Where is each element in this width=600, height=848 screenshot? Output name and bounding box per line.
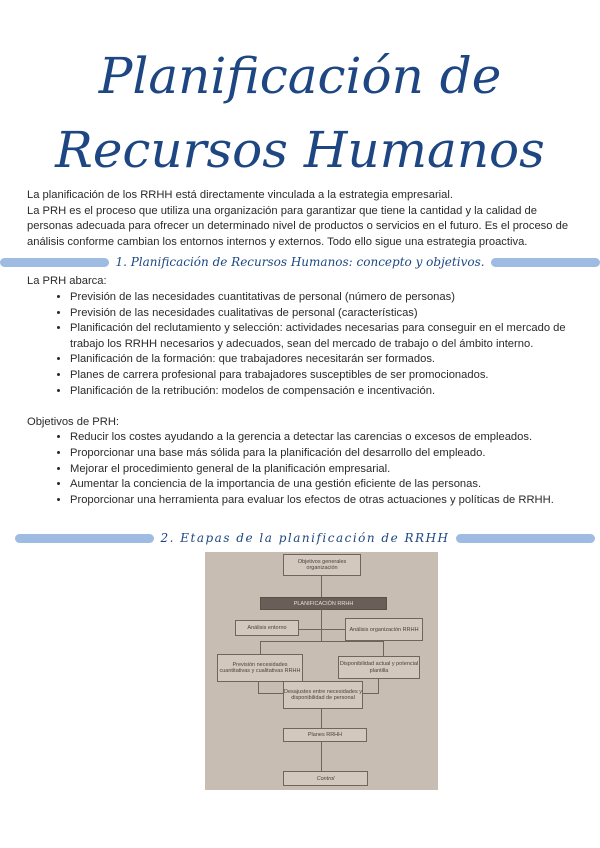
intro-paragraph: La planificación de los RRHH está directamente vinculada a la estrategia empresarial. [27,189,453,201]
intro [27,188,572,250]
list-item: • Previsión de las necesidades cuantitativas de personal (número de personas) [70,290,572,306]
box-planificacion: PLANIFICACIÓN RRHH [260,597,387,610]
section-heading-1: 1. Planificación de Recursos Humanos: concepto y objetivos. [115,255,485,270]
objetivos-list [27,430,572,508]
list-item: • Proporcionar una herramienta para evaluar los efectos de otras actuaciones y políticas de RRHH. [70,493,572,509]
abarca-label: La PRH abarca: [27,275,107,288]
abarca-list [27,290,572,399]
box-control: Control [283,771,368,786]
list-item: • Reducir los costes ayudando a la gerencia a detectar las carencias o excesos de empleados. [70,430,572,446]
list-item: • Mejorar el procedimiento general de la planificación empresarial. [70,462,572,478]
title-line-1: Planificación de [98,47,502,105]
list-item: • Proporcionar una base más sólida para la planificación del desarrollo del empleado. [70,446,572,462]
heading-bar-left [0,258,109,267]
list-item: • Planificación de la retribución: modelos de compensación e incentivación. [70,384,572,400]
section-heading-row-1 [0,252,600,272]
section-heading-row-2 [0,528,600,548]
section-heading-2: 2. Etapas de la planificación de RRHH [160,531,450,546]
objetivos-label: Objetivos de PRH: [27,415,120,428]
box-planes: Planes RRHH [283,728,367,742]
heading-bar-right [456,534,595,543]
document-body [27,188,572,790]
box-objetivos: Objetivos generales organización [283,554,361,576]
section-1-content [27,274,572,508]
list-item: • Planificación del reclutamiento y selección: actividades necesarias para conseguir en el mercado de trabajo los RRHH necesarios y adecuados, sean del mercado de trabajo o del ámbito interno. [70,321,572,352]
list-item: • Previsión de las necesidades cualitativas de personal (características) [70,306,572,322]
title-line-2: Recursos Humanos [55,121,545,179]
list-item: • Planificación de la formación: que trabajadores necesitarán ser formados. [70,352,572,368]
intro-paragraph: La PRH es el proceso que utiliza una organización para garantizar que tiene la cantidad y la calidad de personas adecuada para ofrecer un determinado nivel de productos o servicios en el futuro. Es el proceso de análisis conforme cambian los entornos internos y externos. Todo ello sigue una estrategia proactiva. [27,204,569,248]
box-organizacion: Análisis organización RRHH [345,618,423,641]
heading-bar-left [15,534,154,543]
list-item: • Aumentar la conciencia de la importancia de una gestión eficiente de las personas. [70,477,572,493]
stages-diagram [205,552,438,790]
box-disponibilidad: Disponibilidad actual y potencial plantilla [338,656,420,679]
heading-bar-right [491,258,600,267]
box-prevision: Previsión necesidades cuantitativas y cualitativas RRHH [217,654,303,682]
list-item: • Planes de carrera profesional para trabajadores susceptibles de ser promocionados. [70,368,572,384]
box-desajustes: Desajustes entre necesidades y disponibilidad de personal [283,681,363,709]
box-entorno: Análisis entorno [235,620,299,636]
